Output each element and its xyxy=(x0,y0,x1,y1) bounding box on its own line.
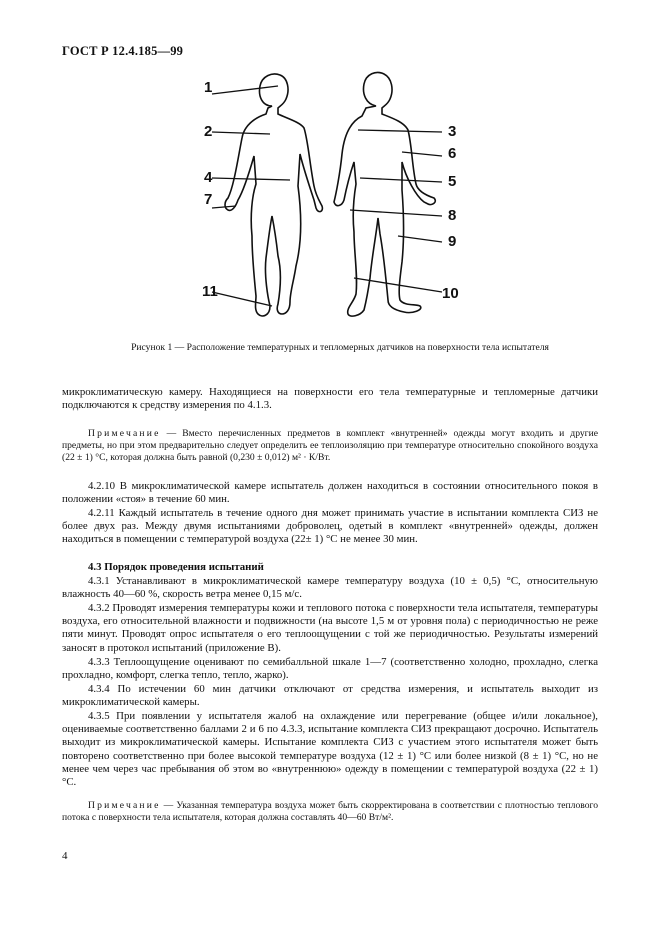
paragraph-4-2-11: 4.2.11 Каждый испытатель в течение одного дня может принимать участие в испытании комплекта СИЗ не более двух раз. Между двумя испытаниями доброволец, одетый в комплект «внутренней» одежды, должен находиться в помещении с температурой воздуха (22± 1) °С не менее 30 мин. xyxy=(62,507,598,546)
leader-line-8 xyxy=(350,210,442,216)
paragraph-4-3-4: 4.3.4 По истечении 60 мин датчики отключают от средства измерения, и испытатель выходит из микроклиматической камеры. xyxy=(62,683,598,709)
leader-line-4 xyxy=(212,178,290,180)
leader-line-6 xyxy=(402,152,442,156)
note-1 xyxy=(62,428,598,464)
figure-label-7: 7 xyxy=(204,191,213,208)
figure-label-2: 2 xyxy=(204,123,213,140)
leader-line-7 xyxy=(212,206,236,208)
paragraph-4-3-3: 4.3.3 Теплоощущение оценивают по семибалльной шкале 1—7 (соответственно холодно, прохладно, слегка прохладно, комфорт, слегка тепло, тепло, жарко). xyxy=(62,656,598,682)
leader-line-2 xyxy=(212,132,270,134)
figure-label-6: 6 xyxy=(448,145,457,162)
back-body-outline xyxy=(334,72,435,316)
note-2 xyxy=(62,800,598,824)
figure-label-5: 5 xyxy=(448,173,457,190)
figure-label-4: 4 xyxy=(204,169,213,186)
figure-label-1: 1 xyxy=(204,79,213,96)
paragraph-4-3-2: 4.3.2 Проводят измерения температуры кожи и теплового потока с поверхности тела испытателя, температуры воздуха, его относительной влажности и подвижности (на высоте 1,5 м от уровня пола) с периодичностью не реже пяти минут. Проводят опрос испытателя о его теплоощущении с той же периодичностью. Результаты измерений заносят в протокол испытаний (приложение В). xyxy=(62,602,598,654)
leader-line-1 xyxy=(212,86,278,94)
paragraph-4-3-5: 4.3.5 При появлении у испытателя жалоб на охлаждение или перегревание (общее и/или локальное), оцениваемые соответственно баллами 2 и 6 по 4.3.3, испытание комплекта СИЗ прекращают досрочно. Испытатель выходит из микроклиматической камеры. Испытание комплекта СИЗ с участием этого испытателя может быть повторено соответственно при более высокой температуре воздуха (12 ± 1) °С или более низкой (8 ± 1) °С, но не менее чем через час пребывания об этом во «внутреннюю» одежду в помещении с температурой воздуха (22 ± 1) °С. xyxy=(62,710,598,789)
leader-line-9 xyxy=(398,236,442,242)
note-1-text: — Вместо перечисленных предметов в комплект «внутренней» одежды могут входить и другие предметы, но при этом предварительно следует определить ее теплоизоляцию при температуре относительно спокойного воздуха (22 ± 1) °С, которая должна быть равной (0,230 ± 0,012) м² · К/Вт. xyxy=(62,428,598,463)
leader-line-3 xyxy=(358,130,442,132)
note-2-text: — Указанная температура воздуха может быть скорректирована в соответствии с плотностью теплового потока с поверхности тела испытателя, которая должна составлять 40—60 Вт/м². xyxy=(62,800,598,823)
front-body-outline xyxy=(225,74,322,316)
leader-line-11 xyxy=(212,292,272,306)
paragraph-4-3-1: 4.3.1 Устанавливают в микроклиматической камере температуру воздуха (10 ± 0,5) °С, относительную влажность 40—60 %, скорость ветра менее 0,15 м/с. xyxy=(62,575,598,601)
section-heading-4-3: 4.3 Порядок проведения испытаний xyxy=(88,561,264,573)
paragraph-continuation: микроклиматическую камеру. Находящиеся на поверхности его тела температурные и тепломерные датчики подключаются к средству измерения по 4.1.3. xyxy=(62,386,598,412)
paragraph-4-2-10: 4.2.10 В микроклиматической камере испытатель должен находиться в состоянии относительного покоя в положении «стоя» в течение 60 мин. xyxy=(62,480,598,506)
note-1-label: Примечание xyxy=(88,428,161,439)
note-2-label: Примечание xyxy=(88,800,161,811)
figure-label-9: 9 xyxy=(448,233,457,250)
figure-caption: Рисунок 1 — Расположение температурных и тепломерных датчиков на поверхности тела испытателя xyxy=(131,342,549,353)
figure-label-8: 8 xyxy=(448,207,457,224)
figure-label-10: 10 xyxy=(442,285,459,302)
figure-label-11: 11 xyxy=(202,283,218,300)
leader-line-10 xyxy=(354,278,442,292)
page-number: 4 xyxy=(62,850,68,862)
figure-label-3: 3 xyxy=(448,123,457,140)
document-header: ГОСТ Р 12.4.185—99 xyxy=(62,44,184,58)
body-sensor-figure xyxy=(190,66,470,328)
leader-line-5 xyxy=(360,178,442,182)
